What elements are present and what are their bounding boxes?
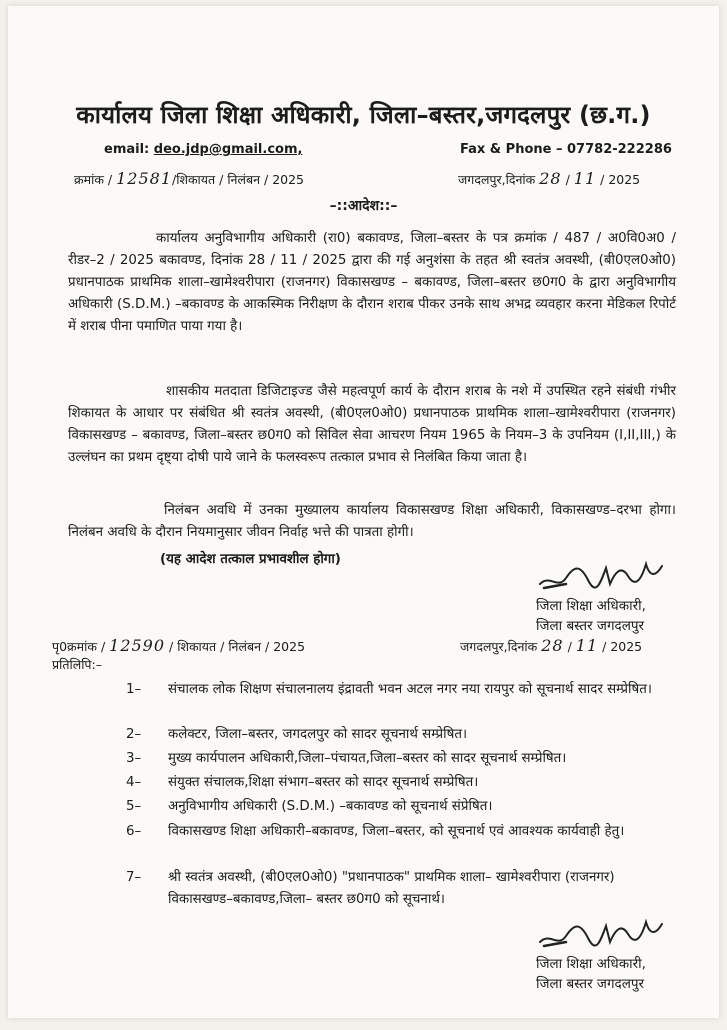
officer-signature-2	[536, 912, 666, 954]
paragraph-3-text: निलंबन अवधि में उनका मुख्यालय कार्यालय विकासखण्ड शिक्षा अधिकारी, विकासखण्ड–दरभा होगा। निलंबन अवधि के दौरान नियमानुसार जीवन निर्वाह भत्ते की पात्रता होगी।	[68, 503, 676, 540]
copy-label: प्रतिलिपि:–	[52, 657, 102, 672]
endorsement-date-month: 11	[575, 636, 599, 655]
order-ref-suffix: /शिकायत / निलंबन / 2025	[172, 172, 305, 187]
fax-number: 07782-222286	[567, 142, 672, 157]
copy-6-number: 6–	[126, 824, 142, 839]
endorsement-ref-prefix: पृ0क्रमांक /	[52, 639, 106, 654]
copy-1-number: 1–	[126, 682, 142, 697]
order-date-day: 28	[539, 169, 562, 188]
signature-1-block	[536, 596, 646, 636]
copy-4-number: 4–	[126, 775, 142, 790]
copy-4-text: संयुक्त संचालक,शिक्षा संभाग–बस्तर को सादर सूचनार्थ सम्प्रेषित।	[168, 775, 479, 790]
endorsement-date-year: / 2025	[602, 639, 643, 654]
order-ref-prefix: क्रमांक /	[74, 172, 113, 187]
order-date-year: / 2025	[600, 172, 641, 187]
paragraph-2-text: शासकीय मतदाता डिजिटाइज्ड जैसे महत्वपूर्ण कार्य के दौरान शराब के नशे में उपस्थित रहने संबंधी गंभीर शिकायत के आधार पर संबंधित श्री स्वतंत्र अवस्थी, (बी0एल0ओ0) प्रधानपाठक प्राथमिक शाला–खामेश्वरीपारा (राजनगर) विकासखण्ड – बकावण्ड, जिला–बस्तर छ0ग0 को सिविल सेवा आचरण नियम 1965 के नियम–3 के उपनियम (I,II,III,) के उल्लंघन का प्रथम दृष्ट्या दोषी पाये जाने के फलस्वरूप तत्काल प्रभाव से निलंबित किया जाता है।	[68, 384, 676, 465]
endorsement-date: जगदलपुर,दिनांक 28 / 11 / 2025	[460, 636, 643, 655]
effective-note: (यह आदेश तत्काल प्रभावशील होगा)	[160, 552, 341, 567]
document-page	[8, 6, 719, 1018]
copy-5-text: अनुविभागीय अधिकारी (S.D.M.) –बकावण्ड को सूचनार्थ संप्रेषित।	[168, 799, 493, 814]
endorsement-date-label: जगदलपुर,दिनांक	[460, 639, 538, 654]
fax-row	[460, 142, 672, 157]
copy-3-text: मुख्य कार्यपालन अधिकारी,जिला–पंचायत,जिला–बस्तर को सादर सूचनार्थ सम्प्रेषित।	[168, 751, 567, 766]
paragraph-2	[68, 381, 676, 469]
paragraph-1-text: कार्यालय अनुविभागीय अधिकारी (रा0) बकावण्ड, जिला–बस्तर के पत्र क्रमांक / 487 / अ0वि0अ0 / रीडर–2 / 2025 बकावण्ड, दिनांक 28 / 11 / 2025 द्वारा की गई अनुशंसा के तहत श्री स्वतंत्र अवस्थी, (बी0एल0ओ0) प्रधानपाठक प्राथमिक शाला–खामेश्वरीपारा (राजनगर) विकासखण्ड – बकावण्ड, जिला–बस्तर छ0ग0 के द्वारा अनुविभागीय अधिकारी (S.D.M.) –बकावण्ड के आकस्मिक निरीक्षण के दौरान शराब पीकर उनके साथ अभद्र व्यवहार करना मेडिकल रिपोर्ट में शराब पीना पमाणित पाया गया है।	[68, 231, 676, 334]
copy-2-number: 2–	[126, 727, 142, 742]
order-date-label: जगदलपुर,दिनांक	[458, 172, 536, 187]
email-row	[104, 142, 302, 157]
signature-1-designation: जिला शिक्षा अधिकारी,	[536, 598, 646, 614]
fax-label: Fax & Phone –	[460, 142, 563, 157]
paragraph-1	[68, 228, 676, 338]
copy-5-number: 5–	[126, 799, 142, 814]
order-date: जगदलपुर,दिनांक 28 / 11 / 2025	[458, 169, 641, 188]
signature-2-office: जिला बस्तर जगदलपुर	[536, 976, 645, 992]
copy-6-text: विकासखण्ड शिक्षा अधिकारी–बकावण्ड, जिला–बस्तर, को सूचनार्थ एवं आवश्यक कार्यवाही हेतु।	[168, 824, 625, 839]
endorsement-ref-suffix: / शिकायत / निलंबन / 2025	[169, 639, 306, 654]
order-date-month: 11	[573, 169, 597, 188]
endorsement-date-day: 28	[541, 636, 564, 655]
copy-7-number: 7–	[126, 870, 142, 885]
order-reference	[74, 169, 304, 188]
copy-1-text: संचालक लोक शिक्षण संचालनालय इंद्रावती भवन अटल नगर नया रायपुर को सूचनार्थ सादर सम्प्रेषित।	[168, 682, 652, 697]
copy-3-number: 3–	[126, 751, 142, 766]
order-heading: –::आदेश::–	[329, 198, 398, 214]
email-label: email:	[104, 142, 150, 157]
paragraph-3	[68, 500, 676, 544]
copy-7-text: श्री स्वतंत्र अवस्थी, (बी0एल0ओ0) "प्रधानपाठक" प्राथमिक शाला– खामेश्वरीपारा (राजनगर) विकासखण्ड–बकावण्ड,जिला– बस्तर छ0ग0 को सूचनार्थ।	[168, 870, 615, 907]
signature-2-block	[536, 954, 646, 994]
endorsement-reference	[52, 636, 305, 655]
email-address: deo.jdp@gmail.com,	[153, 142, 303, 157]
signature-1-office: जिला बस्तर जगदलपुर	[536, 618, 645, 634]
office-title: कार्यालय जिला शिक्षा अधिकारी, जिला–बस्तर,जगदलपुर (छ.ग.)	[76, 101, 651, 129]
officer-signature-1	[536, 554, 666, 596]
endorsement-ref-number: 12590	[109, 636, 166, 655]
copy-2-text: कलेक्टर, जिला–बस्तर, जगदलपुर को सादर सूचनार्थ सम्प्रेषित।	[168, 727, 468, 742]
order-ref-number: 12581	[116, 169, 172, 188]
signature-2-designation: जिला शिक्षा अधिकारी,	[536, 956, 646, 972]
